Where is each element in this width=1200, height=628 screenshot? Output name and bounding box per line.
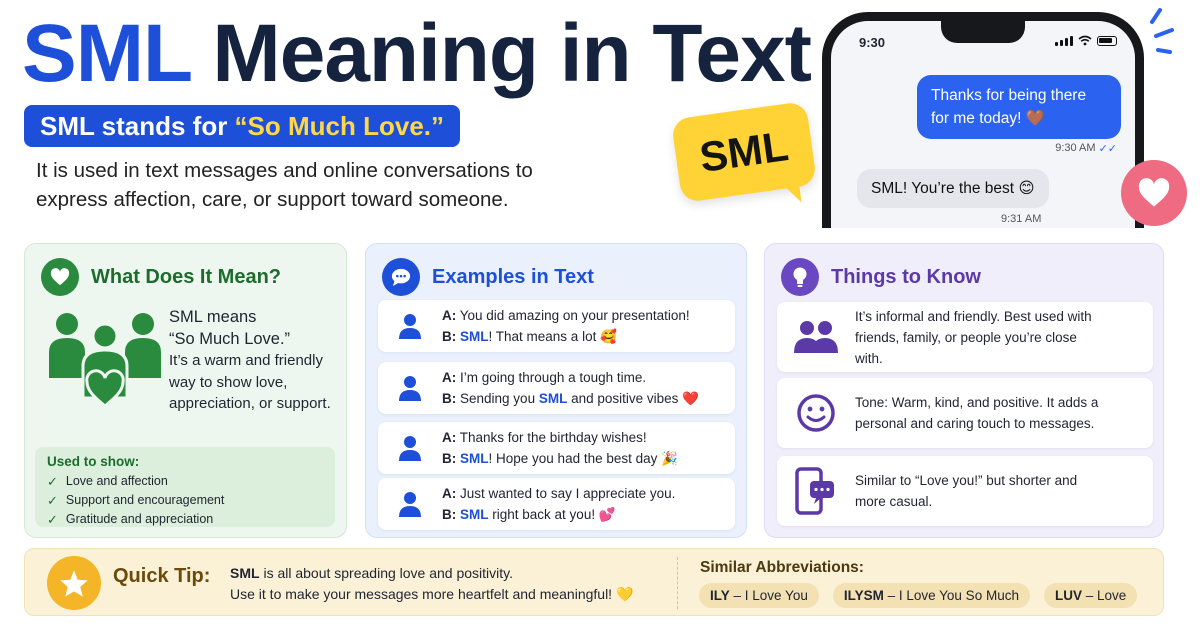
sml-speech-tag: SML [671, 101, 817, 203]
phone-status-bar [1055, 35, 1117, 46]
outgoing-timestamp: 9:30 AM [1055, 142, 1096, 154]
example-row [378, 478, 735, 530]
meaning-description [169, 306, 339, 415]
example-b-post: and positive vibes ❤️ [567, 391, 699, 406]
meaning-line-3: It’s a warm and friendly way to show love, appreciation, or support. [169, 352, 331, 412]
example-b-pre: Sending you [460, 391, 539, 406]
person-icon [378, 313, 442, 339]
person-icon [378, 435, 442, 461]
smile-icon [777, 393, 855, 433]
example-a-text: Thanks for the birthday wishes! [459, 430, 647, 445]
example-b-sml: SML [460, 507, 489, 522]
speaker-a-label: A: [442, 486, 457, 501]
used-item-label: Support and encouragement [65, 493, 225, 507]
example-b-post: ! Hope you had the best day 🎉 [488, 451, 678, 466]
battery-icon [1097, 36, 1117, 46]
quick-tip-text [230, 563, 633, 605]
check-icon: ✓ [47, 512, 58, 527]
person-icon [378, 491, 442, 517]
family-heart-icon [47, 310, 163, 410]
know-item [777, 456, 1153, 526]
things-to-know-card [764, 243, 1164, 538]
example-b-sml: SML [460, 329, 489, 344]
person-icon [378, 375, 442, 401]
list-item [47, 472, 323, 491]
list-item [47, 491, 323, 510]
similar-abbreviations-list [699, 583, 1137, 608]
speaker-a-label: A: [442, 308, 457, 323]
examples-card-title: Examples in Text [432, 265, 594, 288]
abbreviation-chip-ily [699, 583, 819, 608]
example-line-a [442, 483, 675, 504]
know-card-header [781, 258, 981, 296]
example-b-sml: SML [538, 391, 568, 406]
wifi-icon [1078, 35, 1092, 46]
example-row [378, 422, 735, 474]
abbreviation-chip-luv [1044, 583, 1137, 608]
chat-bubble-icon [382, 258, 420, 296]
quick-tip-line-1-text: is all about spreading love and positivity. [259, 565, 514, 581]
read-receipt-icon: ✓✓ [1098, 143, 1117, 155]
phone-notch [941, 21, 1025, 43]
lightbulb-icon [781, 258, 819, 296]
meaning-line-1: SML means [169, 308, 257, 326]
heart-badge-icon [1121, 160, 1187, 226]
meaning-card-title: What Does It Mean? [91, 265, 282, 288]
check-icon: ✓ [47, 474, 58, 489]
examples-card-header [382, 258, 594, 296]
know-item-text: It’s informal and friendly. Best used with friends, family, or people you’re close with. [855, 308, 1092, 366]
speaker-b-label: B: [442, 507, 457, 522]
speaker-a-label: A: [442, 370, 457, 385]
signal-icon [1055, 36, 1073, 46]
example-row [378, 300, 735, 352]
meaning-line-2: “So Much Love.” [169, 330, 291, 348]
used-to-show-title: Used to show: [47, 454, 140, 469]
page-title [22, 8, 811, 100]
quick-tip-bar [24, 548, 1164, 616]
example-line-a [442, 305, 690, 326]
heart-icon [41, 258, 79, 296]
incoming-message-bubble: SML! You’re the best 😊 [857, 169, 1049, 208]
phone-chat-icon [777, 467, 855, 515]
chip-abbr: ILY [710, 588, 730, 603]
divider [677, 557, 678, 609]
subtitle-quote: “So Much Love.” [234, 110, 445, 141]
example-a-text: I’m going through a tough time. [460, 370, 647, 385]
abbreviation-chip-ilysm [833, 583, 1030, 608]
check-icon: ✓ [47, 493, 58, 508]
outgoing-timestamp-row [1055, 142, 1117, 155]
subtitle-prefix: SML stands for [40, 110, 235, 141]
know-item-text: Tone: Warm, kind, and positive. It adds a personal and caring touch to messages. [855, 395, 1099, 431]
speaker-b-label: B: [442, 451, 457, 466]
sparkle-lines-icon [1148, 6, 1178, 56]
phone-time: 9:30 [859, 35, 886, 50]
incoming-timestamp: 9:31 AM [1001, 213, 1042, 225]
examples-card [365, 243, 747, 538]
example-b-post: right back at you! 💕 [488, 507, 616, 522]
title-accent: SML [22, 8, 191, 99]
used-to-show-box [35, 447, 335, 527]
similar-abbreviations-label: Similar Abbreviations: [700, 559, 864, 576]
used-item-label: Love and affection [65, 474, 168, 488]
example-line-b [442, 504, 675, 525]
example-row [378, 362, 735, 414]
example-a-text: You did amazing on your presentation! [459, 308, 690, 323]
list-item [47, 510, 323, 529]
phone-mockup [822, 12, 1144, 228]
know-item [777, 302, 1153, 372]
title-rest: Meaning in Text [212, 8, 811, 99]
example-b-sml: SML [460, 451, 489, 466]
chip-abbr: LUV [1054, 588, 1082, 603]
star-icon [47, 556, 101, 610]
quick-tip-line-1 [230, 563, 633, 584]
chip-abbr: ILYSM [843, 588, 884, 603]
chip-meaning: – I Love You So Much [883, 588, 1019, 603]
speaker-b-label: B: [442, 391, 457, 406]
example-line-b [442, 326, 690, 347]
outgoing-message-bubble: Thanks for being there for me today! 🤎 [917, 75, 1121, 139]
quick-tip-sml: SML [230, 565, 260, 581]
example-line-b [442, 448, 678, 469]
users-icon [777, 319, 855, 355]
chip-meaning: – I Love You [729, 588, 808, 603]
meaning-card [24, 243, 347, 538]
know-item [777, 378, 1153, 448]
speaker-a-label: A: [442, 430, 457, 445]
quick-tip-line-2: Use it to make your messages more heartfelt and meaningful! 💛 [230, 586, 634, 602]
example-line-a [442, 367, 699, 388]
meaning-card-header [41, 258, 281, 296]
speaker-b-label: B: [442, 329, 457, 344]
know-card-title: Things to Know [831, 265, 981, 288]
example-line-b [442, 388, 699, 409]
example-a-text: Just wanted to say I appreciate you. [460, 486, 676, 501]
quick-tip-label: Quick Tip: [113, 565, 211, 587]
example-b-post: ! That means a lot 🥰 [488, 329, 617, 344]
chip-meaning: – Love [1081, 588, 1127, 603]
used-item-label: Gratitude and appreciation [65, 512, 214, 526]
intro-text: It is used in text messages and online conversations to express affection, care, or support toward someone. [36, 159, 533, 211]
example-line-a [442, 427, 678, 448]
know-item-text: Similar to “Love you!” but shorter and more casual. [855, 473, 1078, 509]
subtitle-banner [24, 105, 460, 147]
